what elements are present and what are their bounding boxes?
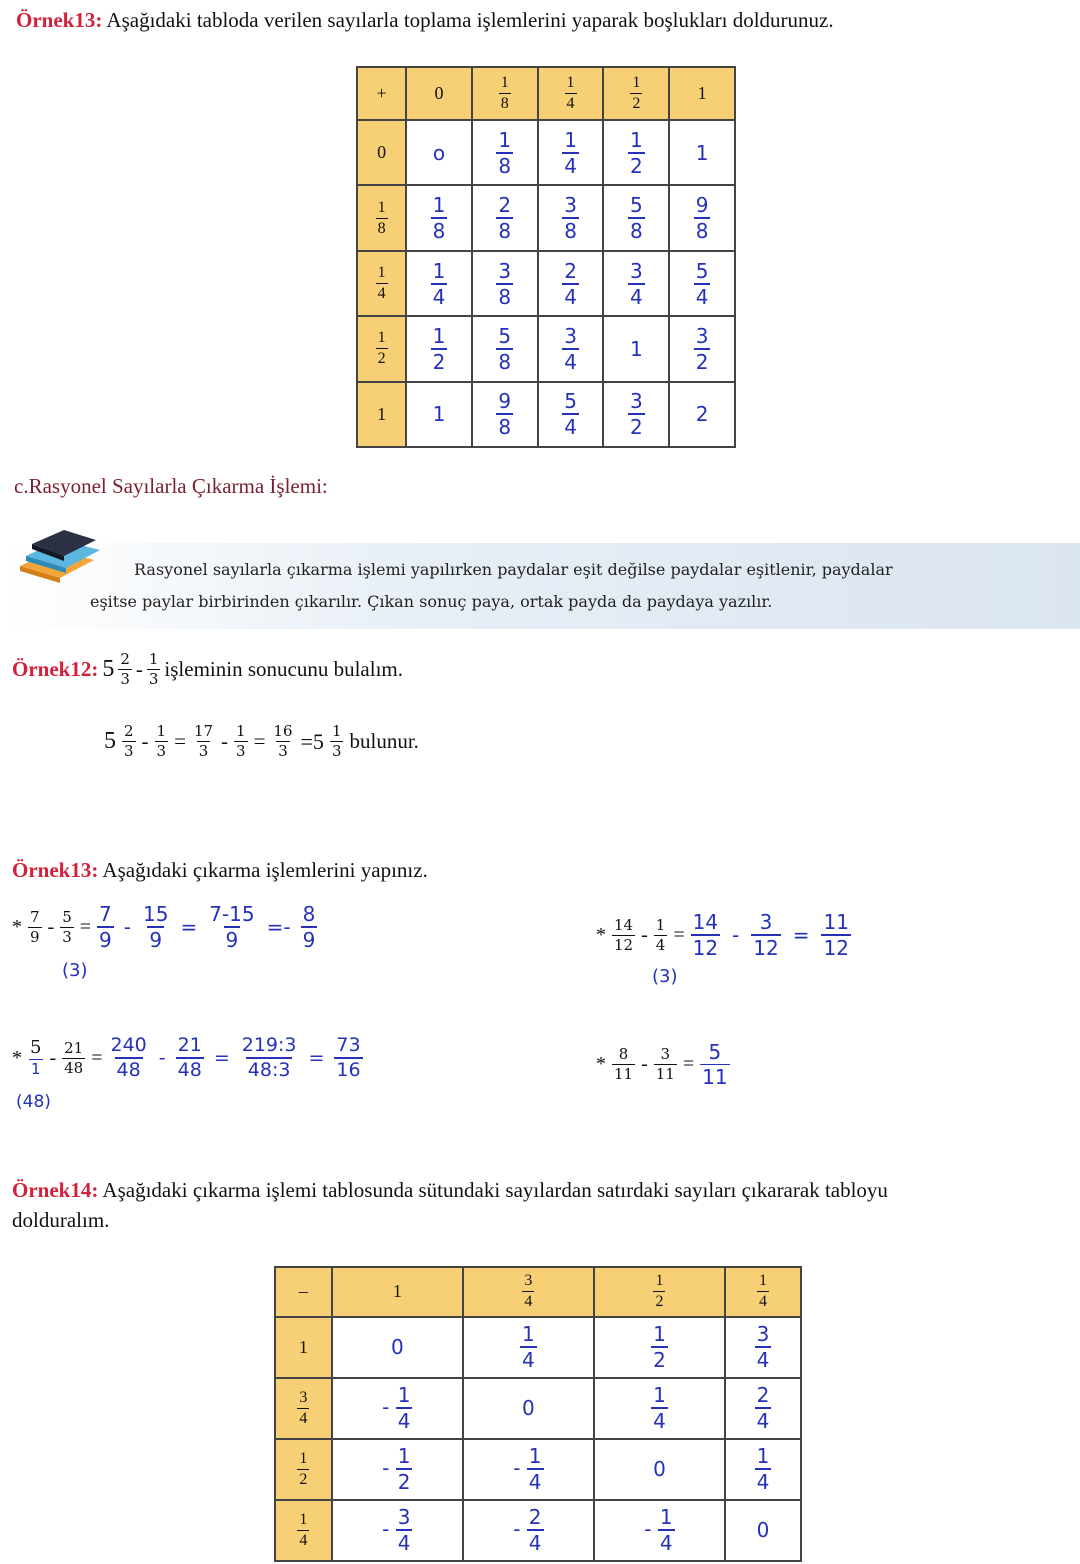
add-cell: o xyxy=(406,120,472,185)
fraction: $\frac{1}{4}$ xyxy=(659,1505,673,1556)
sub-cell xyxy=(725,1439,801,1500)
sub-cell: 0 xyxy=(594,1439,725,1500)
problem-3: * 5 1 - $\frac{21}{48}$ = $\frac{240}{48}$ - $\frac{21}{48}$ = $\frac{219:3}{48:3}$ = $\frac{73}{16}$ xyxy=(12,1034,361,1081)
p3-b-den: 48 xyxy=(64,1058,84,1077)
fraction: $\frac{9}{8}$ xyxy=(695,193,709,244)
add-cell xyxy=(472,251,538,316)
add-col-header xyxy=(538,67,604,120)
sub-cell xyxy=(594,1378,725,1439)
example12-heading xyxy=(12,652,403,687)
sol-eq2: =5 xyxy=(300,728,324,754)
p1-star: * xyxy=(12,915,22,938)
p3-h4-den: 16 xyxy=(336,1059,361,1081)
fraction: $\frac{3}{4}$ xyxy=(299,1388,308,1427)
sol-n3: 17 xyxy=(193,722,214,740)
fraction: $\frac{3}{4}$ xyxy=(397,1505,411,1556)
fraction: $\frac{3}{2}$ xyxy=(629,389,643,440)
sub-cell xyxy=(725,1378,801,1439)
sub-cell xyxy=(463,1317,594,1378)
p1-h3-num: 7-15 xyxy=(209,902,255,926)
fraction: $\frac{3}{4}$ xyxy=(564,323,577,374)
fraction: $\frac{2}{8}$ xyxy=(498,193,512,244)
sol-tail: bulunur. xyxy=(349,729,419,753)
fraction: $\frac{2}{4}$ xyxy=(756,1383,770,1434)
fraction: $\frac{1}{2}$ xyxy=(432,323,446,374)
fraction: $\frac{1}{8}$ xyxy=(377,198,386,237)
sol-d1: 3 xyxy=(124,742,134,760)
fraction: $\frac{1}{2}$ xyxy=(629,127,643,178)
add-cell: 1 xyxy=(669,120,735,185)
add-cell xyxy=(472,185,538,250)
add-cell xyxy=(603,382,669,447)
p3-h3-num: 219:3 xyxy=(241,1034,297,1056)
fraction: $\frac{1}{4}$ xyxy=(566,74,575,113)
info-line-1: Rasyonel sayılarla çıkarma işlemi yapılırken paydalar eşit değilse paydalar eşitlenir, paydalar xyxy=(134,560,893,579)
p1-a-num: 7 xyxy=(30,907,40,926)
sub-row-header: 1 xyxy=(275,1317,332,1378)
sub-row xyxy=(275,1439,801,1500)
sub-cell xyxy=(332,1378,463,1439)
books-icon xyxy=(14,526,100,586)
add-row xyxy=(357,185,735,250)
add-row-header: 1 xyxy=(357,382,406,447)
minus-sign: - xyxy=(513,1516,527,1541)
minus-sign: - xyxy=(382,1455,396,1480)
sol-n5: 16 xyxy=(273,722,293,740)
example14-line1: Aşağıdaki çıkarma işlemi tablosunda sütundaki sayılardan satırdaki sayıları çıkararak tabloyu xyxy=(102,1178,888,1202)
fraction: $\frac{3}{8}$ xyxy=(498,258,512,309)
p2-b-num: 1 xyxy=(655,915,666,934)
sub-cell: 0 xyxy=(463,1378,594,1439)
sub-cell xyxy=(463,1500,594,1561)
fraction: $\frac{5}{8}$ xyxy=(629,193,643,244)
p1-h3-den: 9 xyxy=(225,928,239,952)
sub-col-header xyxy=(594,1267,725,1317)
p3-star: * xyxy=(12,1046,22,1069)
subtraction-table xyxy=(274,1266,802,1562)
add-cell xyxy=(406,316,472,381)
sol-d5: 3 xyxy=(278,742,288,760)
ex12-minus: - xyxy=(135,657,143,681)
problem-1: * $\frac{7}{9}$ - $\frac{5}{3}$ = $\frac{7}{9}$ - $\frac{15}{9}$ = $\frac{7-15}{9}$ =- $\frac{8}{9}$ xyxy=(12,902,316,952)
add-row-header: 0 xyxy=(357,120,406,185)
add-row xyxy=(357,382,735,447)
example12-solution: 5 2 3 - $\frac{1}{3}$ = $\frac{17}{3}$ - $\frac{1}{3}$ = $\frac{16}{3}$ =5 1 3 bulunur. xyxy=(104,722,419,760)
p3-h3-den: 48:3 xyxy=(247,1059,291,1081)
add-cell xyxy=(603,251,669,316)
minus-sign: - xyxy=(382,1394,396,1419)
add-cell xyxy=(538,382,604,447)
fraction: $\frac{5}{4}$ xyxy=(695,258,709,309)
fraction: $\frac{3}{8}$ xyxy=(564,193,577,244)
example13-heading xyxy=(16,8,834,33)
sol-n6: 1 xyxy=(331,722,342,740)
problem-4: * $\frac{8}{11}$ - $\frac{3}{11}$ = $\frac{5}{11}$ xyxy=(596,1040,728,1089)
add-cell xyxy=(669,185,735,250)
add-cell xyxy=(603,185,669,250)
add-cell xyxy=(669,316,735,381)
minus-sign: - xyxy=(513,1455,527,1480)
p1-h2-den: 9 xyxy=(149,928,163,952)
p1-h1-num: 7 xyxy=(99,902,112,926)
add-cell xyxy=(406,185,472,250)
fraction: $\frac{3}{4}$ xyxy=(524,1272,533,1311)
p1-b-num: 5 xyxy=(62,907,72,926)
p1-a-den: 9 xyxy=(30,927,40,946)
add-col-header xyxy=(472,67,538,120)
fraction: $\frac{5}{8}$ xyxy=(498,323,512,374)
p2-h2-den: 12 xyxy=(753,936,779,960)
fraction: $\frac{5}{4}$ xyxy=(564,389,577,440)
sub-row-header xyxy=(275,1439,332,1500)
problem-2: * $\frac{14}{12}$ - $\frac{1}{4}$ = $\frac{14}{12}$ - $\frac{3}{12}$ = $\frac{11}{12}$ xyxy=(596,910,849,960)
example13-label: Örnek13: xyxy=(16,8,103,32)
example13b-label: Örnek13: xyxy=(12,858,99,882)
fraction: $\frac{1}{4}$ xyxy=(528,1444,542,1495)
p3-whole-den: 1 xyxy=(30,1060,41,1078)
p3-h1-num: 240 xyxy=(110,1034,147,1056)
sub-operator: – xyxy=(275,1267,332,1317)
add-cell xyxy=(669,251,735,316)
add-cell xyxy=(538,316,604,381)
example14-label: Örnek14: xyxy=(12,1178,99,1202)
p4-h1-den: 11 xyxy=(702,1065,728,1089)
fraction: $\frac{1}{4}$ xyxy=(397,1383,411,1434)
p4-a-num: 8 xyxy=(618,1045,629,1063)
info-line-2: eşitse paylar birbirinden çıkarılır. Çıkan sonuç paya, ortak payda da paydaya yazılır. xyxy=(90,592,773,611)
fraction: $\frac{3}{4}$ xyxy=(756,1322,770,1373)
fraction: $\frac{1}{8}$ xyxy=(432,193,446,244)
p3-h2-num: 21 xyxy=(177,1034,202,1056)
fraction: $\frac{1}{4}$ xyxy=(432,258,446,309)
add-col-header: 1 xyxy=(669,67,735,120)
sub-cell: 0 xyxy=(725,1500,801,1561)
p2-h3-num: 11 xyxy=(823,910,849,934)
fraction: $\frac{1}{2}$ xyxy=(299,1449,308,1488)
sub-cell xyxy=(725,1317,801,1378)
example13b-heading xyxy=(12,858,428,883)
sub-row-header xyxy=(275,1378,332,1439)
example14-line2: dolduralım. xyxy=(12,1208,110,1232)
fraction: $\frac{9}{8}$ xyxy=(498,389,512,440)
fraction: $\frac{1}{2}$ xyxy=(632,74,641,113)
p1-h2-num: 15 xyxy=(143,902,169,926)
sub-row xyxy=(275,1317,801,1378)
sol-whole: 5 xyxy=(104,728,116,754)
minus-sign: - xyxy=(382,1516,396,1541)
fraction: $\frac{1}{2}$ xyxy=(653,1322,666,1373)
fraction: $\frac{1}{2}$ xyxy=(377,329,386,368)
sol-d6: 3 xyxy=(331,742,342,760)
add-col-header xyxy=(603,67,669,120)
ex12-text: işleminin sonucunu bulalım. xyxy=(164,657,403,681)
p3-h1-den: 48 xyxy=(116,1059,141,1081)
fraction: $\frac{1}{4}$ xyxy=(299,1510,308,1549)
p4-star: * xyxy=(596,1053,606,1075)
sub-col-header xyxy=(463,1267,594,1317)
p3-h2-den: 48 xyxy=(177,1059,202,1081)
add-cell xyxy=(538,185,604,250)
sub-cell xyxy=(463,1439,594,1500)
sub-cell xyxy=(594,1317,725,1378)
example14-heading xyxy=(12,1178,888,1203)
p3-b-num: 21 xyxy=(64,1038,84,1057)
sub-row-header xyxy=(275,1500,332,1561)
example13b-text: Aşağıdaki çıkarma işlemlerini yapınız. xyxy=(102,858,428,882)
p3-note: (48) xyxy=(16,1092,51,1112)
sub-row xyxy=(275,1500,801,1561)
fraction: $\frac{3}{4}$ xyxy=(629,258,643,309)
add-row-header xyxy=(357,316,406,381)
sub-cell xyxy=(332,1439,463,1500)
add-row-header xyxy=(357,251,406,316)
add-cell xyxy=(472,316,538,381)
p4-h1-num: 5 xyxy=(708,1040,722,1064)
sub-cell: 0 xyxy=(332,1317,463,1378)
p3-whole: 5 xyxy=(30,1037,42,1058)
add-row xyxy=(357,120,735,185)
minus-sign: - xyxy=(644,1516,658,1541)
ex12-n2: 1 xyxy=(148,650,159,668)
fraction: $\frac{1}{2}$ xyxy=(397,1444,411,1495)
fraction: $\frac{1}{4}$ xyxy=(564,127,577,178)
add-row-header xyxy=(357,185,406,250)
fraction: $\frac{1}{4}$ xyxy=(758,1272,767,1311)
add-operator: + xyxy=(357,67,406,120)
p1-b-den: 3 xyxy=(62,927,72,946)
add-cell xyxy=(472,120,538,185)
fraction: $\frac{1}{4}$ xyxy=(653,1383,666,1434)
sub-col-header xyxy=(725,1267,801,1317)
p1-h4-num: 8 xyxy=(302,902,316,926)
ex12-d2: 3 xyxy=(148,670,159,688)
p4-b-num: 3 xyxy=(660,1045,671,1063)
sub-cell xyxy=(594,1500,725,1561)
p2-a-den: 12 xyxy=(614,935,634,954)
sub-row xyxy=(275,1378,801,1439)
p2-star: * xyxy=(596,923,606,946)
p2-h3-den: 12 xyxy=(823,936,849,960)
p2-h1-num: 14 xyxy=(692,910,719,934)
p3-h4-num: 73 xyxy=(336,1034,361,1056)
ex12-n1: 2 xyxy=(120,650,130,668)
section-c-heading: c.Rasyonel Sayılarla Çıkarma İşlemi: xyxy=(14,474,328,498)
p2-h1-den: 12 xyxy=(692,936,719,960)
fraction: $\frac{3}{2}$ xyxy=(695,323,709,374)
info-box xyxy=(0,543,1080,629)
fraction: $\frac{1}{4}$ xyxy=(377,264,386,303)
add-cell: 2 xyxy=(669,382,735,447)
add-col-header: 0 xyxy=(406,67,472,120)
sol-n1: 2 xyxy=(124,722,134,740)
ex12-whole: 5 xyxy=(102,656,115,682)
add-cell xyxy=(406,251,472,316)
example13-text: Aşağıdaki tabloda verilen sayılarla toplama işlemlerini yaparak boşlukları doldurunuz. xyxy=(106,8,834,32)
add-cell xyxy=(603,120,669,185)
sol-n2: 1 xyxy=(156,722,167,740)
p4-a-den: 11 xyxy=(614,1065,634,1083)
sub-cell xyxy=(332,1500,463,1561)
fraction: $\frac{1}{2}$ xyxy=(655,1272,664,1311)
p2-b-den: 4 xyxy=(655,935,666,954)
example12-label: Örnek12: xyxy=(12,657,99,681)
sol-d2: 3 xyxy=(156,742,167,760)
sol-d3: 3 xyxy=(198,742,209,760)
sol-n4: 1 xyxy=(236,722,246,740)
add-cell xyxy=(538,251,604,316)
fraction: $\frac{2}{4}$ xyxy=(564,258,577,309)
p2-note: (3) xyxy=(652,966,678,987)
p1-note: (3) xyxy=(62,960,88,981)
ex12-d1: 3 xyxy=(120,670,130,688)
fraction: $\frac{1}{4}$ xyxy=(522,1322,535,1373)
fraction: $\frac{1}{8}$ xyxy=(498,127,512,178)
add-cell: 1 xyxy=(406,382,472,447)
add-cell xyxy=(472,382,538,447)
add-row xyxy=(357,251,735,316)
sub-col-header: 1 xyxy=(332,1267,463,1317)
addition-table xyxy=(356,66,736,448)
fraction: $\frac{1}{4}$ xyxy=(756,1444,770,1495)
fraction: $\frac{2}{4}$ xyxy=(528,1505,542,1556)
p4-b-den: 11 xyxy=(655,1065,675,1083)
add-cell xyxy=(538,120,604,185)
p2-a-num: 14 xyxy=(614,915,634,934)
fraction: $\frac{1}{8}$ xyxy=(500,74,509,113)
p1-h1-den: 9 xyxy=(99,928,112,952)
sol-d4: 3 xyxy=(236,742,246,760)
p2-h2-num: 3 xyxy=(759,910,773,934)
add-cell: 1 xyxy=(603,316,669,381)
add-row xyxy=(357,316,735,381)
p1-h4-den: 9 xyxy=(302,928,316,952)
